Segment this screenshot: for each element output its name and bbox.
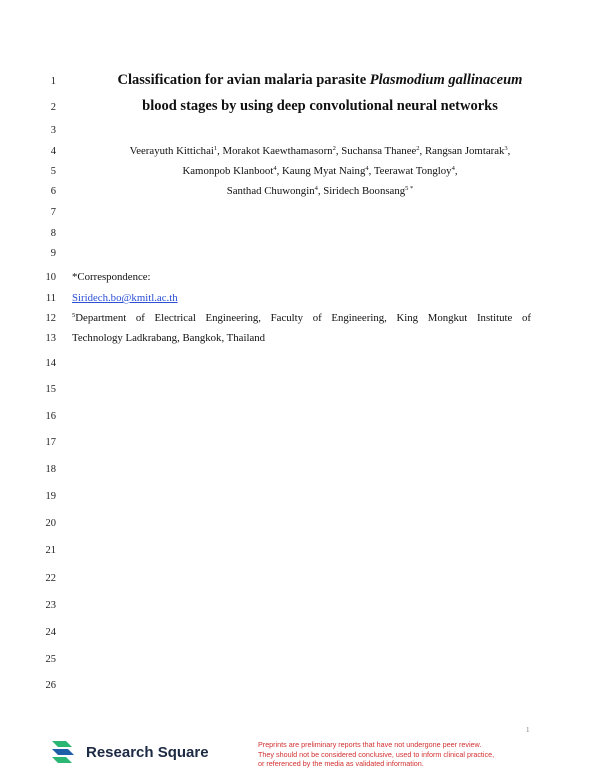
- author-name: Kaung Myat Naing: [281, 165, 366, 177]
- line-number: 5: [50, 166, 56, 177]
- author-separator: ,: [335, 145, 342, 157]
- disclaimer-line: or referenced by the media as validated information.: [258, 759, 424, 769]
- line-number: 3: [50, 125, 56, 136]
- author-separator: ,: [454, 165, 458, 177]
- author-affiliation-mark: 5 *: [405, 185, 414, 192]
- author-affiliation-mark: 4: [273, 165, 277, 172]
- author-affiliation-mark: 4: [451, 165, 455, 172]
- line-number: 26: [45, 680, 56, 691]
- line-number: 6: [50, 186, 56, 197]
- disclaimer-line: They should not be considered conclusive, used to inform clinical practice,: [258, 749, 495, 759]
- line-number: 17: [45, 437, 56, 448]
- author-name: Teerawat Tongloy: [373, 165, 452, 177]
- author-line-3: [60, 185, 580, 197]
- affiliation-line-2: Technology Ladkrabang, Bangkok, Thailand: [72, 332, 266, 344]
- line-number: 8: [50, 228, 56, 239]
- line-number: 20: [45, 518, 56, 529]
- author-name: Siridech Boonsang: [323, 185, 406, 197]
- affiliation-text: Department of Electrical Engineering, Faculty of Engineering, King Mongkut Institute of: [75, 312, 531, 324]
- title-text: Classification for avian malaria parasite: [117, 72, 370, 88]
- author-line-2: [60, 165, 580, 177]
- author-affiliation-mark: 2: [332, 145, 336, 152]
- paper-title-line-1: [60, 72, 580, 89]
- author-affiliation-mark: 2: [416, 145, 420, 152]
- author-name: Rangsan Jomtarak: [424, 145, 505, 157]
- correspondence-email-row: [72, 292, 178, 304]
- author-line-1: [60, 145, 580, 157]
- author-name: Morakot Kaewthamasorn: [222, 145, 333, 157]
- affiliation-mark: 5: [72, 312, 76, 319]
- line-number: 15: [45, 384, 56, 395]
- author-separator: ,: [276, 165, 282, 177]
- line-number: 23: [45, 600, 56, 611]
- line-number: 13: [45, 333, 56, 344]
- line-number: 22: [45, 573, 56, 584]
- research-square-brand-name: Research Square: [86, 743, 209, 761]
- correspondence-email-link[interactable]: Siridech.bo@kmitl.ac.th: [72, 292, 178, 304]
- line-number: 4: [50, 146, 56, 157]
- line-number: 12: [45, 313, 56, 324]
- author-name: Veerayuth Kittichai: [129, 145, 214, 157]
- author-name: Santhad Chuwongin: [226, 185, 315, 197]
- correspondence-label: *Correspondence:: [72, 271, 151, 283]
- line-number: 10: [45, 272, 56, 283]
- line-number: 18: [45, 464, 56, 475]
- affiliation-line-1: [72, 312, 531, 324]
- line-number: 1: [50, 76, 56, 87]
- preprint-disclaimer: [258, 740, 558, 769]
- title-species-italic: Plasmodium gallinaceum: [369, 72, 523, 88]
- author-separator: ,: [217, 145, 223, 157]
- research-square-logo[interactable]: [50, 738, 209, 766]
- author-affiliation-mark: 4: [314, 185, 318, 192]
- author-separator: ,: [419, 145, 425, 157]
- line-number: 14: [45, 358, 56, 369]
- line-number: 2: [50, 102, 56, 113]
- line-number: 9: [50, 248, 56, 259]
- page-mark: 1: [526, 726, 530, 734]
- paper-title-line-2: blood stages by using deep convolutional neural networks: [142, 98, 498, 114]
- author-affiliation-mark: 4: [365, 165, 369, 172]
- author-separator: ,: [317, 185, 324, 197]
- author-separator: ,: [507, 145, 511, 157]
- author-name: Kamonpob Klanboot: [182, 165, 274, 177]
- author-name: Suchansa Thanee: [341, 145, 417, 157]
- disclaimer-line: Preprints are preliminary reports that have not undergone peer review.: [258, 740, 482, 749]
- author-affiliation-mark: 3: [504, 145, 508, 152]
- line-number: 21: [45, 545, 56, 556]
- author-affiliation-mark: 1: [213, 145, 218, 152]
- line-number: 16: [45, 411, 56, 422]
- line-number: 19: [45, 491, 56, 502]
- line-number: 25: [45, 654, 56, 665]
- line-number: 7: [50, 207, 56, 218]
- author-separator: ,: [368, 165, 374, 177]
- research-square-logo-icon: [50, 739, 80, 765]
- line-number: 11: [45, 293, 56, 304]
- line-number: 24: [45, 627, 56, 638]
